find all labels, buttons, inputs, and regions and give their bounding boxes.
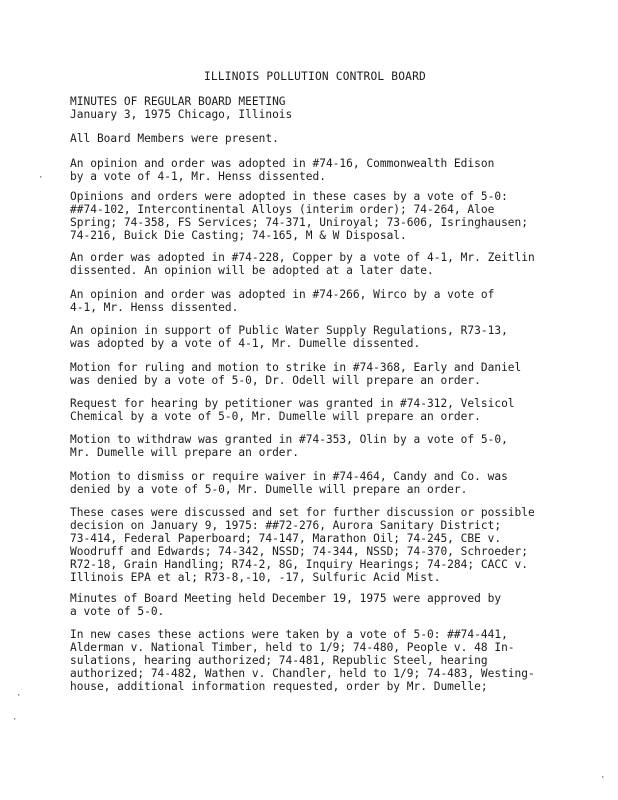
text-line: house, additional information requested, order by Mr. Dumelle; <box>70 680 488 693</box>
text-line: dissented. An opinion will be adopted at a later date. <box>70 264 434 277</box>
text-line: a vote of 5-0. <box>70 605 165 618</box>
paragraph <box>70 470 590 496</box>
text-line: Motion for ruling and motion to strike in #74-368, Early and Daniel <box>70 361 522 374</box>
paragraph <box>70 324 590 350</box>
text-line: Illinois EPA et al; R73-8,-10, -17, Sulfuric Acid Mist. <box>70 571 441 584</box>
paragraph <box>70 157 590 183</box>
text-line: 4-1, Mr. Henss dissented. <box>70 301 239 314</box>
text-line: Motion to dismiss or require waiver in #74-464, Candy and Co. was <box>70 470 508 483</box>
text-line: All Board Members were present. <box>70 132 279 145</box>
minutes-title: MINUTES OF REGULAR BOARD MEETING <box>70 95 286 108</box>
paragraph <box>70 433 590 459</box>
text-line: was adopted by a vote of 4-1, Mr. Dumelle dissented. <box>70 337 421 350</box>
text-line: Minutes of Board Meeting held December 19, 1975 were approved by <box>70 592 502 605</box>
text-line: An opinion and order was adopted in #74-16, Commonwealth Edison <box>70 157 495 170</box>
text-line: 74-216, Buick Die Casting; 74-165, M & W Disposal. <box>70 229 407 242</box>
text-line: Motion to withdraw was granted in #74-353, Olin by a vote of 5-0, <box>70 433 508 446</box>
scan-speck: · <box>12 715 18 725</box>
text-line: R72-18, Grain Handling; R74-2, 8G, Inquiry Hearings; 74-284; CACC v. <box>70 558 529 571</box>
text-line: authorized; 74-482, Wathen v. Chandler, held to 1/9; 74-483, Westing- <box>70 667 535 680</box>
text-line: Mr. Dumelle will prepare an order. <box>70 446 300 459</box>
paragraph <box>70 251 590 277</box>
paragraph <box>70 397 590 423</box>
text-line: These cases were discussed and set for further discussion or possible <box>70 506 535 519</box>
paragraph <box>70 361 590 387</box>
text-line: Spring; 74-358, FS Services; 74-371, Uniroyal; 73-606, Isringhausen; <box>70 216 529 229</box>
scan-speck: · <box>16 691 22 701</box>
text-line: Woodruff and Edwards; 74-342, NSSD; 74-344, NSSD; 74-370, Schroeder; <box>70 545 529 558</box>
text-line: In new cases these actions were taken by a vote of 5-0: ##74-441, <box>70 628 508 641</box>
text-line: was denied by a vote of 5-0, Dr. Odell will prepare an order. <box>70 374 481 387</box>
text-line: decision on January 9, 1975: ##72-276, Aurora Sanitary District; <box>70 519 502 532</box>
text-line: Request for hearing by petitioner was granted in #74-312, Velsicol <box>70 397 515 410</box>
text-line: Opinions and orders were adopted in these cases by a vote of 5-0: <box>70 190 508 203</box>
board-title: ILLINOIS POLLUTION CONTROL BOARD <box>204 70 426 83</box>
text-line: 73-414, Federal Paperboard; 74-147, Marathon Oil; 74-245, CBE v. <box>70 532 502 545</box>
paragraph <box>70 190 590 242</box>
text-line: sulations, hearing authorized; 74-481, Republic Steel, hearing <box>70 654 488 667</box>
paragraph <box>70 628 590 693</box>
paragraph <box>70 592 590 618</box>
text-line: An order was adopted in #74-228, Copper by a vote of 4-1, Mr. Zeitlin <box>70 251 535 264</box>
text-line: ##74-102, Intercontinental Alloys (interim order); 74-264, Aloe <box>70 203 495 216</box>
text-line: An opinion and order was adopted in #74-266, Wirco by a vote of <box>70 288 495 301</box>
paragraph <box>70 288 590 314</box>
scan-speck: · <box>600 773 606 783</box>
text-line: An opinion in support of Public Water Supply Regulations, R73-13, <box>70 324 508 337</box>
meeting-date-location: January 3, 1975 Chicago, Illinois <box>70 108 293 121</box>
text-line: denied by a vote of 5-0, Mr. Dumelle will prepare an order. <box>70 483 468 496</box>
text-line: Chemical by a vote of 5-0, Mr. Dumelle will prepare an order. <box>70 410 481 423</box>
text-line: by a vote of 4-1, Mr. Henss dissented. <box>70 170 326 183</box>
scan-speck: · <box>38 173 44 183</box>
paragraph <box>70 132 590 145</box>
paragraph <box>70 506 590 584</box>
text-line: Alderman v. National Timber, held to 1/9; 74-480, People v. 48 In- <box>70 641 515 654</box>
